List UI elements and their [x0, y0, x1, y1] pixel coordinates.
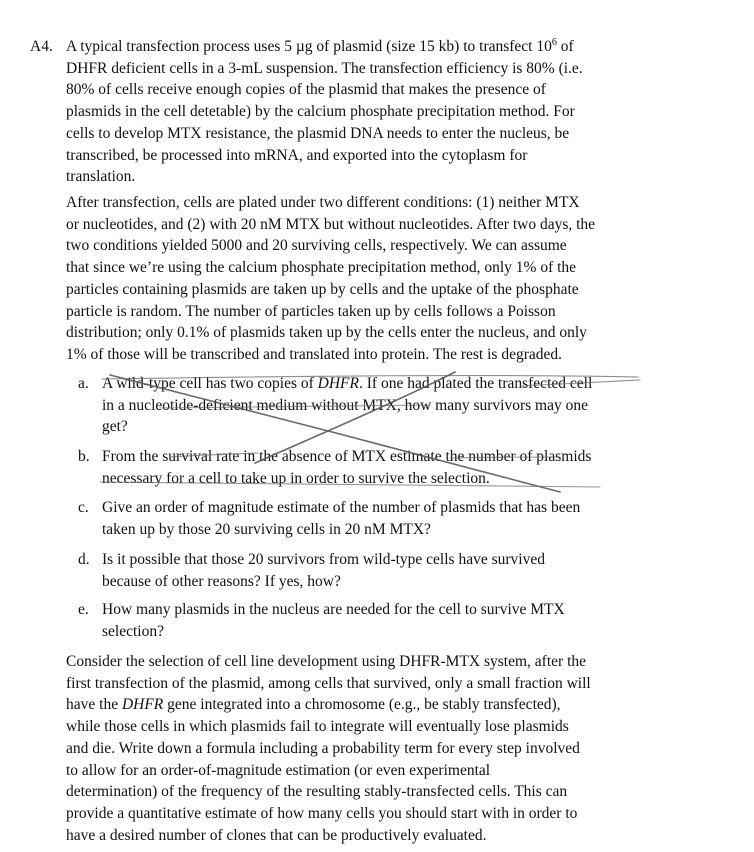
conditions-line: particles containing plasmids are taken up by cells and the uptake of the phosphate: [66, 280, 579, 298]
closing-line: and die. Write down a formula including a probability term for every step involved: [66, 739, 580, 757]
subquestion-line: taken up by those 20 surviving cells in 20 nM MTX?: [102, 520, 431, 538]
conditions-line: 1% of those will be transcribed and translated into protein. The rest is degraded.: [66, 345, 562, 363]
subquestion-text: [102, 497, 580, 540]
conditions-line: two conditions yielded 5000 and 20 surviving cells, respectively. We can assume: [66, 237, 567, 255]
conditions-paragraph: [66, 192, 658, 366]
subquestion-letter: c.: [78, 499, 89, 516]
subquestion-line: selection?: [102, 622, 164, 640]
subquestion-letter: a.: [78, 375, 89, 392]
subquestion-line: get?: [102, 418, 128, 436]
subquestion-line: From the survival rate in the absence of MTX estimate the number of plasmids: [102, 448, 592, 465]
subquestion-line: Is it possible that those 20 survivors from wild-type cells have survived: [102, 551, 545, 568]
conditions-line: particle is random. The number of particles taken up by cells follows a Poisson: [66, 302, 556, 320]
closing-line: have a desired number of clones that can be productively evaluated.: [66, 826, 487, 844]
exponent: 6: [551, 36, 557, 48]
intro-line: translation.: [66, 168, 136, 186]
subquestion-line: A wild-type cell has two copies of DHFR. If one had plated the transfected cell: [102, 375, 593, 392]
subquestion-text: [102, 373, 592, 438]
intro-paragraph: [66, 36, 658, 188]
question-number: A4.: [30, 38, 53, 55]
subquestion-line: How many plasmids in the nucleus are needed for the cell to survive MTX: [102, 601, 565, 618]
closing-line: while those cells in which plasmids fail to integrate will eventually lose plasmids: [66, 718, 569, 736]
conditions-line: or nucleotides, and (2) with 20 nM MTX but without nucleotides. After two days, the: [66, 215, 596, 233]
subquestion-text: [102, 599, 565, 642]
closing-paragraph: [66, 651, 658, 846]
closing-line: Consider the selection of cell line development using DHFR-MTX system, after the: [66, 653, 586, 670]
subquestion-letter: d.: [78, 551, 90, 568]
intro-line: cells to develop MTX resistance, the plasmid DNA needs to enter the nucleus, be: [66, 124, 570, 142]
conditions-line: distribution; only 0.1% of plasmids taken up by the cells enter the nucleus, and only: [66, 324, 587, 342]
closing-line: determination) of the frequency of the resulting stably-transfected cells. This can: [66, 783, 568, 801]
conditions-line: that since we’re using the calcium phosphate precipitation method, only 1% of the: [66, 259, 577, 277]
closing-line: first transfection of the plasmid, among cells that survived, only a small fraction will: [66, 674, 591, 692]
intro-line: transcribed, be processed into mRNA, and exported into the cytoplasm for: [66, 146, 528, 164]
gene-name: DHFR: [317, 375, 359, 392]
closing-line: to allow for an order-of-magnitude estimation (or even experimental: [66, 761, 491, 779]
subquestion-letter: e.: [78, 601, 89, 618]
subquestion-text: [102, 549, 545, 592]
subquestion-line: Give an order of magnitude estimate of the number of plasmids that has been: [102, 499, 581, 516]
subquestion-line: in a nucleotide-deficient medium without MTX, how many survivors may one: [102, 396, 588, 414]
intro-line: plasmids in the cell detetable) by the calcium phosphate precipitation method. For: [66, 103, 575, 121]
subquestion-line: because of other reasons? If yes, how?: [102, 572, 341, 590]
closing-line: provide a quantitative estimate of how many cells you should start with in order to: [66, 804, 578, 822]
intro-line: DHFR deficient cells in a 3-mL suspension. The transfection efficiency is 80% (i.e.: [66, 59, 583, 77]
subquestion-line: necessary for a cell to take up in order to survive the selection.: [102, 469, 490, 487]
intro-line: A typical transfection process uses 5 µg of plasmid (size 15 kb) to transfect $10^6$ of: [66, 36, 574, 55]
subquestion-text: [102, 446, 591, 489]
intro-line: 80% of cells receive enough copies of the plasmid that makes the presence of: [66, 81, 546, 99]
conditions-line: After transfection, cells are plated under two different conditions: (1) neither MTX: [66, 194, 580, 211]
closing-line: have the DHFR gene integrated into a chromosome (e.g., be stably transfected),: [66, 696, 561, 714]
subquestion-letter: b.: [78, 448, 90, 465]
gene-name: DHFR: [121, 696, 164, 714]
